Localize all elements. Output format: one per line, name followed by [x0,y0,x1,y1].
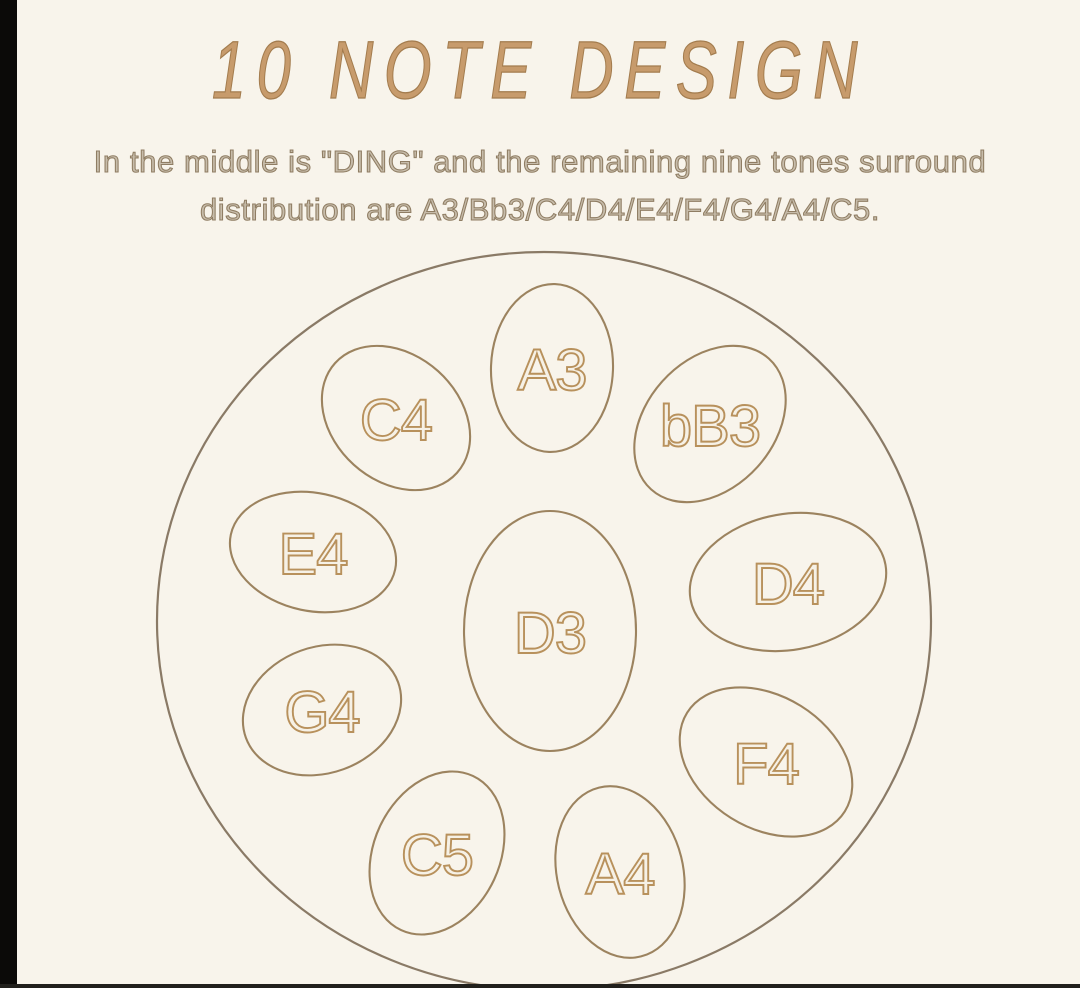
note-label-D4: D4 [751,551,825,617]
note-label-C5: C5 [400,822,474,888]
page-title: 10 NOTE DESIGN [211,25,869,116]
subtitle-line-2: distribution are A3/Bb3/C4/D4/E4/F4/G4/A4/C5. [199,192,881,227]
note-label-E4: E4 [278,521,348,587]
note-label-G4: G4 [284,679,360,745]
bottom-dark-bar [0,984,1080,988]
note-label-A4: A4 [585,841,655,907]
subtitle-line-1: In the middle is "DING" and the remaining nine tones surround [93,144,987,179]
note-label-bB3: bB3 [659,393,761,459]
note-label-F4: F4 [733,731,799,797]
note-label-A3: A3 [517,337,587,403]
note-label-C4: C4 [359,387,433,453]
note-label-D3: D3 [513,600,587,666]
